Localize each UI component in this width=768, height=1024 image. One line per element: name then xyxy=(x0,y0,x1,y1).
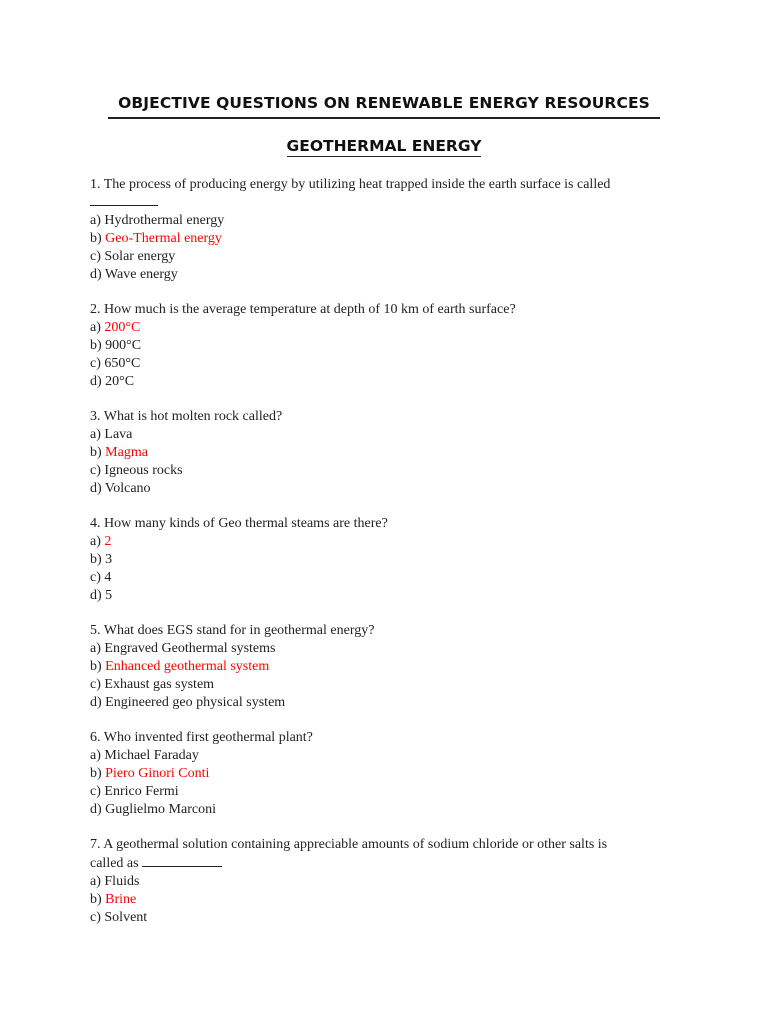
question-list xyxy=(90,176,690,944)
question-item xyxy=(90,836,690,927)
option-label: c) xyxy=(90,356,101,371)
option-label: b) xyxy=(90,659,102,674)
option-label: a) xyxy=(90,748,101,763)
correct-answer-text: Brine xyxy=(105,892,137,907)
answer-option xyxy=(90,694,690,712)
correct-answer-text: Piero Ginori Conti xyxy=(105,766,210,781)
option-text: Igneous rocks xyxy=(104,463,183,478)
question-text xyxy=(90,515,690,533)
section-title-text: GEOTHERMAL ENERGY xyxy=(286,137,482,155)
question-text-content: 7. A geothermal solution containing appreciable amounts of sodium chloride or other salts is xyxy=(90,837,608,852)
option-label: b) xyxy=(90,892,102,907)
option-label: d) xyxy=(90,481,102,496)
option-label: d) xyxy=(90,802,102,817)
option-label: a) xyxy=(90,874,101,889)
option-label: c) xyxy=(90,463,101,478)
answer-option xyxy=(90,891,690,909)
option-label: a) xyxy=(90,320,101,335)
answer-option xyxy=(90,462,690,480)
option-label: c) xyxy=(90,570,101,585)
option-label: c) xyxy=(90,784,101,799)
option-label: d) xyxy=(90,588,102,603)
option-label: d) xyxy=(90,374,102,389)
answer-option xyxy=(90,658,690,676)
question-text xyxy=(90,301,690,319)
answer-option xyxy=(90,444,690,462)
question-item xyxy=(90,301,690,391)
answer-option xyxy=(90,319,690,337)
correct-answer-text: Magma xyxy=(105,445,148,460)
option-text: Solvent xyxy=(104,910,148,925)
question-text-content: 2. How much is the average temperature at depth of 10 km of earth surface? xyxy=(90,302,516,317)
document-title: OBJECTIVE QUESTIONS ON RENEWABLE ENERGY RESOURCES xyxy=(118,94,650,112)
answer-option xyxy=(90,765,690,783)
answer-option xyxy=(90,212,690,230)
option-label: a) xyxy=(90,427,101,442)
question-text-content: 6. Who invented first geothermal plant? xyxy=(90,730,313,745)
question-text-content: called as xyxy=(90,856,139,871)
option-text: Engineered geo physical system xyxy=(105,695,286,710)
option-text: Wave energy xyxy=(104,267,178,282)
option-text: Engraved Geothermal systems xyxy=(104,641,276,656)
option-text: 900°C xyxy=(105,338,142,353)
question-item xyxy=(90,176,690,284)
option-label: d) xyxy=(90,267,102,282)
answer-option xyxy=(90,355,690,373)
option-text: 4 xyxy=(104,570,112,585)
answer-option xyxy=(90,587,690,605)
answer-option xyxy=(90,801,690,819)
answer-option xyxy=(90,248,690,266)
question-item xyxy=(90,622,690,712)
answer-option xyxy=(90,569,690,587)
option-label: c) xyxy=(90,910,101,925)
question-text xyxy=(90,836,690,854)
option-text: Michael Faraday xyxy=(104,748,199,763)
answer-option xyxy=(90,551,690,569)
answer-option xyxy=(90,373,690,391)
answer-option xyxy=(90,533,690,551)
correct-answer-text: 200°C xyxy=(104,320,141,335)
option-text: 650°C xyxy=(104,356,141,371)
option-label: b) xyxy=(90,338,102,353)
correct-answer-text: Enhanced geothermal system xyxy=(105,659,270,674)
question-item xyxy=(90,408,690,498)
option-label: a) xyxy=(90,534,101,549)
question-text-content: 1. The process of producing energy by utilizing heat trapped inside the earth surface is called xyxy=(90,177,611,192)
question-text xyxy=(90,854,690,873)
answer-option xyxy=(90,266,690,284)
answer-blank xyxy=(142,854,222,867)
answer-option xyxy=(90,676,690,694)
correct-answer-text: Geo-Thermal energy xyxy=(105,231,222,246)
option-label: c) xyxy=(90,677,101,692)
option-text: 20°C xyxy=(105,374,135,389)
question-text xyxy=(90,408,690,426)
option-text: Lava xyxy=(104,427,133,442)
correct-answer-text: 2 xyxy=(104,534,112,549)
option-label: a) xyxy=(90,213,101,228)
option-text: Exhaust gas system xyxy=(104,677,215,692)
section-title xyxy=(0,137,768,155)
option-text: Fluids xyxy=(104,874,140,889)
option-label: d) xyxy=(90,695,102,710)
option-label: b) xyxy=(90,552,102,567)
option-label: c) xyxy=(90,249,101,264)
answer-option xyxy=(90,873,690,891)
question-text-content: 5. What does EGS stand for in geothermal energy? xyxy=(90,623,375,638)
question-text-content: 3. What is hot molten rock called? xyxy=(90,409,283,424)
option-label: a) xyxy=(90,641,101,656)
option-text: 5 xyxy=(105,588,113,603)
question-item xyxy=(90,515,690,605)
answer-option xyxy=(90,480,690,498)
question-item xyxy=(90,729,690,819)
option-label: b) xyxy=(90,231,102,246)
option-text: Hydrothermal energy xyxy=(104,213,225,228)
blank-line xyxy=(90,194,690,212)
answer-option xyxy=(90,747,690,765)
option-text: Solar energy xyxy=(104,249,176,264)
question-text xyxy=(90,176,690,194)
answer-option xyxy=(90,640,690,658)
question-text xyxy=(90,622,690,640)
option-text: Guglielmo Marconi xyxy=(105,802,216,817)
option-text: 3 xyxy=(105,552,113,567)
answer-option xyxy=(90,337,690,355)
title-underline xyxy=(108,117,660,119)
answer-blank xyxy=(90,197,158,206)
question-text-content: 4. How many kinds of Geo thermal steams are there? xyxy=(90,516,388,531)
option-label: b) xyxy=(90,445,102,460)
answer-option xyxy=(90,909,690,927)
answer-option xyxy=(90,783,690,801)
option-text: Enrico Fermi xyxy=(104,784,179,799)
question-text xyxy=(90,729,690,747)
option-label: b) xyxy=(90,766,102,781)
answer-option xyxy=(90,426,690,444)
option-text: Volcano xyxy=(104,481,151,496)
answer-option xyxy=(90,230,690,248)
